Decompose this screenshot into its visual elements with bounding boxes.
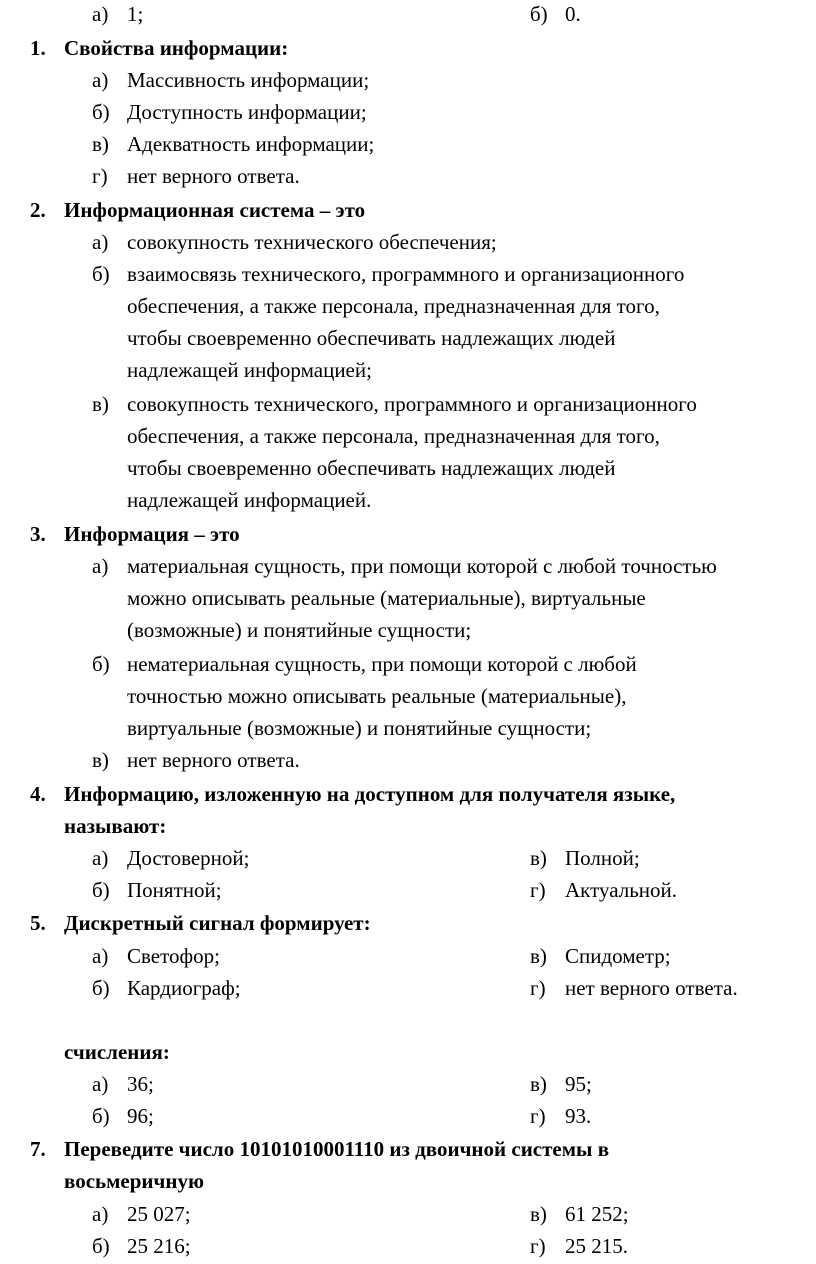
option-marker: б) [92,976,110,1000]
option-marker: б) [92,100,110,124]
option-text: Кардиограф; [127,976,241,1000]
option-text: Полной; [565,846,640,870]
option-text: 25 027; [127,1202,191,1226]
option-text: нематериальная сущность, при помощи которой с любой [127,652,637,676]
option-text: Достоверной; [127,846,250,870]
option-marker: а) [92,68,109,92]
option-marker: б) [92,878,110,902]
option-marker: а) [92,1072,109,1096]
option-marker: в) [530,846,547,870]
option-text: точностью можно описывать реальные (материальные), [127,684,627,708]
question-number: 5. [30,911,46,935]
option-text: 1; [127,2,144,26]
option-text: обеспечения, а также персонала, предназначенная для того, [127,424,660,448]
option-marker: г) [530,976,546,1000]
option-marker: а) [92,2,109,26]
option-text: надлежащей информацией. [127,488,372,512]
option-text: Массивность информации; [127,68,370,92]
option-marker: б) [92,262,110,286]
option-text: 25 216; [127,1234,191,1258]
option-text: 96; [127,1104,154,1128]
option-marker: б) [530,2,548,26]
option-text: обеспечения, а также персонала, предназначенная для того, [127,294,660,318]
question-text: Дискретный сигнал формирует: [64,911,371,935]
option-marker: в) [92,748,109,772]
option-text: нет верного ответа. [565,976,738,1000]
question-text: Переведите число 10101010001110 из двоичной системы в [64,1137,610,1161]
option-text: совокупность технического обеспечения; [127,230,497,254]
question-number: 3. [30,522,46,546]
option-text: 0. [565,2,581,26]
option-text: взаимосвязь технического, программного и организационного [127,262,685,286]
question-text: счисления: [64,1040,170,1064]
option-marker: в) [530,1202,547,1226]
option-text: нет верного ответа. [127,164,300,188]
option-marker: а) [92,944,109,968]
option-text: чтобы своевременно обеспечивать надлежащих людей [127,326,616,350]
option-marker: б) [92,1234,110,1258]
option-text: Светофор; [127,944,220,968]
option-marker: г) [530,1234,546,1258]
option-marker: г) [92,164,108,188]
option-text: можно описывать реальные (материальные), виртуальные [127,586,646,610]
question-number: 1. [30,36,46,60]
option-marker: а) [92,1202,109,1226]
option-text: 61 252; [565,1202,629,1226]
question-text: Информационная система – это [64,198,366,222]
question-number: 7. [30,1137,46,1161]
option-text: Адекватность информации; [127,132,375,156]
option-text: (возможные) и понятийные сущности; [127,618,472,642]
option-text: 95; [565,1072,592,1096]
option-marker: а) [92,230,109,254]
question-text: Информацию, изложенную на доступном для получателя языке, [64,782,676,806]
option-text: нет верного ответа. [127,748,300,772]
option-text: чтобы своевременно обеспечивать надлежащих людей [127,456,616,480]
option-marker: в) [92,392,109,416]
option-text: 25 215. [565,1234,628,1258]
option-text: Актуальной. [565,878,678,902]
question-text: называют: [64,814,167,838]
option-marker: в) [530,944,547,968]
option-text: Спидометр; [565,944,671,968]
option-marker: а) [92,846,109,870]
question-number: 4. [30,782,46,806]
option-marker: б) [92,652,110,676]
question-text: восьмеричную [64,1169,205,1193]
option-text: 36; [127,1072,154,1096]
option-text: надлежащей информацией; [127,358,372,382]
option-marker: г) [530,878,546,902]
option-marker: в) [92,132,109,156]
option-text: виртуальные (возможные) и понятийные сущности; [127,716,592,740]
option-marker: б) [92,1104,110,1128]
question-number: 2. [30,198,46,222]
option-text: Доступность информации; [127,100,367,124]
option-text: материальная сущность, при помощи которой с любой точностью [127,554,717,578]
question-text: Информация – это [64,522,240,546]
option-text: 93. [565,1104,592,1128]
option-marker: г) [530,1104,546,1128]
option-marker: а) [92,554,109,578]
option-text: совокупность технического, программного и организационного [127,392,697,416]
question-text: Свойства информации: [64,36,289,60]
option-marker: в) [530,1072,547,1096]
option-text: Понятной; [127,878,222,902]
